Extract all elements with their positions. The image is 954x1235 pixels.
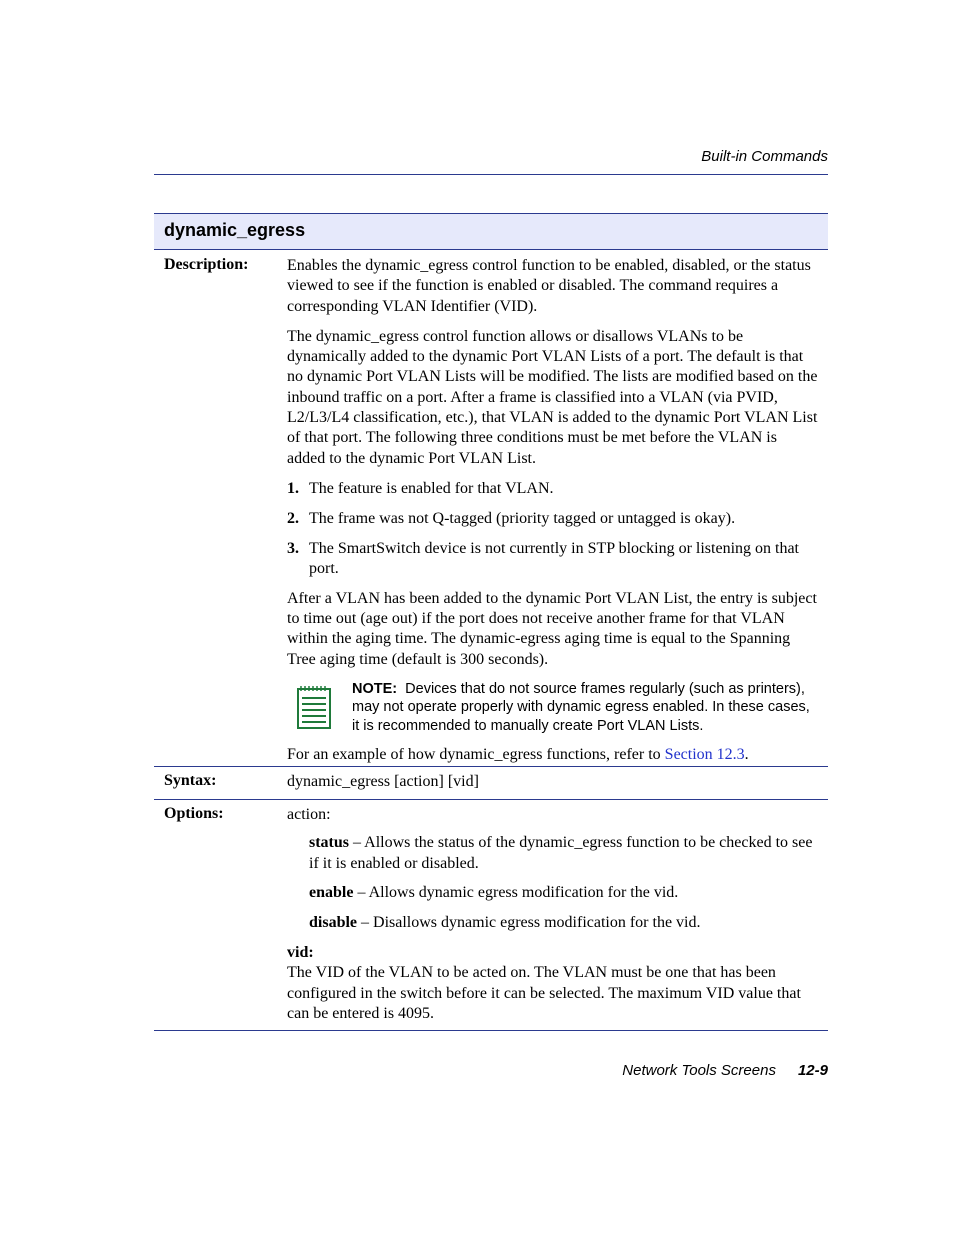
notepad-icon <box>297 685 331 729</box>
option-keyword: enable <box>309 884 354 902</box>
page-footer <box>622 1062 828 1079</box>
syntax-label: Syntax: <box>164 772 217 789</box>
vid-keyword: vid: <box>287 943 314 961</box>
option-text: – Allows the status of the dynamic_egress function to be checked to see if it is enabled or disabled. <box>309 834 813 872</box>
options-body <box>287 805 819 1034</box>
page-number: 12-9 <box>797 1062 828 1079</box>
row-divider <box>154 766 828 767</box>
bottom-rule <box>154 1030 828 1031</box>
running-header: Built-in Commands <box>701 148 828 165</box>
footer-chapter: Network Tools Screens <box>622 1062 776 1079</box>
list-text: The SmartSwitch device is not currently in STP blocking or listening on that port. <box>309 539 799 577</box>
list-number: 1. <box>287 479 299 497</box>
vid-text: The VID of the VLAN to be acted on. The VLAN must be one that has been configured in the switch before it can be selected. The maximum VID value that can be entered is 4095. <box>287 964 801 1022</box>
option-text: – Disallows dynamic egress modification for the vid. <box>357 914 701 932</box>
example-text: For an example of how dynamic_egress functions, refer to <box>287 746 665 764</box>
section-header <box>154 213 828 250</box>
description-body <box>287 256 819 776</box>
row-divider <box>154 799 828 800</box>
note-body: Devices that do not source frames regularly (such as printers), may not operate properly with dynamic egress enabled. In these cases, it is recommended to manually create Port VLAN Lists. <box>352 680 810 734</box>
option-item <box>287 913 819 933</box>
section-title: dynamic_egress <box>164 220 306 240</box>
options-label: Options: <box>164 805 224 822</box>
action-label: action: <box>287 806 331 823</box>
description-paragraph: Enables the dynamic_egress control function to be enabled, disabled, or the status viewed to see if the function is enabled or disabled. The command requires a corresponding VLAN Identifier (VID). <box>287 257 811 315</box>
note-box <box>287 680 819 736</box>
vid-label <box>287 943 819 963</box>
list-text: The feature is enabled for that VLAN. <box>309 479 554 497</box>
list-item <box>287 479 819 499</box>
syntax-text: dynamic_egress [action] [vid] <box>287 773 479 790</box>
example-reference <box>287 745 819 765</box>
note-text <box>352 680 819 736</box>
description-paragraph: The dynamic_egress control function allows or disallows VLANs to be dynamically added to the dynamic Port VLAN Lists of a port. The default is that no dynamic Port VLAN Lists will be modified. The lists are modified based on the inbound traffic on a port. After a frame is classified into a VLAN (via PVID, L2/L3/L4 classification, etc.), that VLAN is added to the dynamic Port VLAN List of that port. The following three conditions must be met before the VLAN is added to the dynamic Port VLAN List. <box>287 327 818 467</box>
option-item <box>287 883 819 903</box>
example-suffix: . <box>744 746 749 764</box>
section-link[interactable]: Section 12.3 <box>664 746 745 764</box>
list-item <box>287 509 819 529</box>
description-paragraph: After a VLAN has been added to the dynamic Port VLAN List, the entry is subject to time out (age out) if the port does not receive another frame for that VLAN within the aging time. The dynamic-egress aging time is equal to the Spanning Tree aging time (default is 300 seconds). <box>287 589 817 668</box>
list-text: The frame was not Q-tagged (priority tagged or untagged is okay). <box>309 509 736 527</box>
description-label: Description: <box>164 256 249 273</box>
header-rule <box>154 174 828 175</box>
option-text: – Allows dynamic egress modification for the vid. <box>353 884 679 902</box>
list-number: 3. <box>287 539 299 557</box>
list-number: 2. <box>287 509 299 527</box>
option-item <box>287 833 819 874</box>
option-keyword: disable <box>309 914 358 932</box>
option-keyword: status <box>309 834 350 852</box>
list-item <box>287 539 819 580</box>
note-label: NOTE: <box>352 680 398 697</box>
